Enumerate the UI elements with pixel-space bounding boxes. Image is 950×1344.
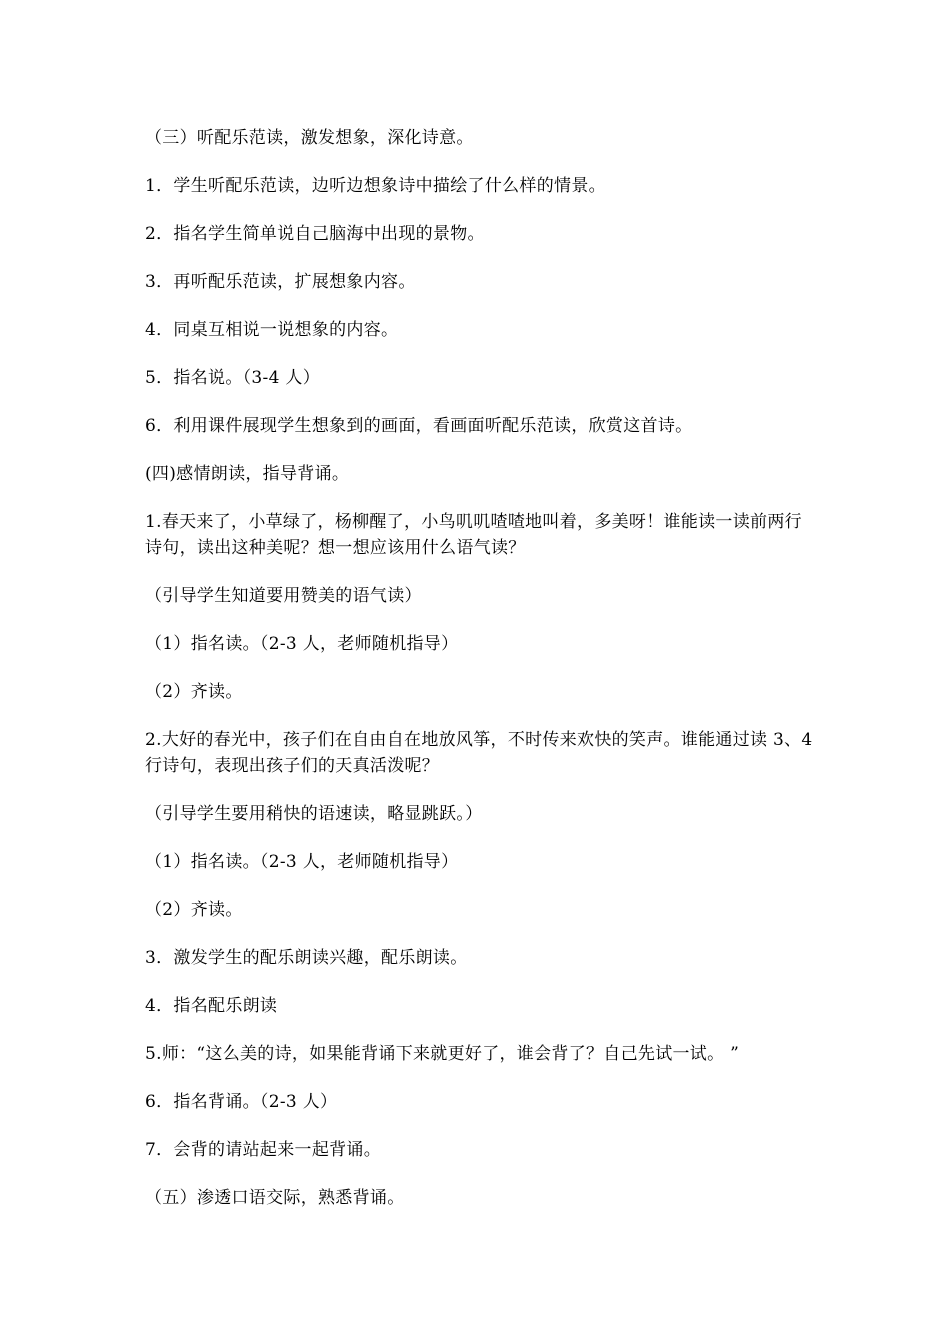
document-body: [145, 125, 815, 1211]
sub-item-read-1: （1）指名读。（2-3 人，老师随机指导）: [145, 634, 459, 654]
list-item-named-reading: 4．指名配乐朗读: [145, 996, 278, 1016]
paragraph-gap: [145, 295, 815, 317]
list-item-1: 1．学生听配乐范读，边听边想象诗中描绘了什么样的情景。: [145, 176, 606, 196]
paragraph-gap: [145, 657, 815, 679]
paragraph-gap: [145, 779, 815, 801]
sub-item-read-2: （1）指名读。（2-3 人，老师随机指导）: [145, 852, 459, 872]
heading-section-4: (四)感情朗读，指导背诵。: [145, 464, 350, 484]
paragraph-gap: [145, 1019, 815, 1041]
paragraph-gap: [145, 875, 815, 897]
paragraph-gap: [145, 487, 815, 509]
list-item-4: 4．同桌互相说一说想象的内容。: [145, 320, 399, 340]
sub-item-chorus-1: （2）齐读。: [145, 682, 243, 702]
paragraph-gap: [145, 1067, 815, 1089]
paragraph-gap: [145, 609, 815, 631]
paragraph-gap: [145, 391, 815, 413]
paragraph-gap: [145, 247, 815, 269]
heading-section-5: （五）渗透口语交际，熟悉背诵。: [145, 1188, 405, 1208]
list-item-2: 2．指名学生简单说自己脑海中出现的景物。: [145, 224, 485, 244]
paragraph-gap: [145, 1163, 815, 1185]
list-item-6: 6．利用课件展现学生想象到的画面，看画面听配乐范读，欣赏这首诗。: [145, 416, 693, 436]
heading-section-3: （三）听配乐范读，激发想象，深化诗意。: [145, 128, 474, 148]
paragraph-gap: [145, 343, 815, 365]
paragraph-gap: [145, 561, 815, 583]
list-item-music-reading: 3．激发学生的配乐朗读兴趣，配乐朗读。: [145, 948, 468, 968]
list-item-teacher-quote: 5.师：“这么美的诗，如果能背诵下来就更好了，谁会背了？自己先试一试。 ”: [145, 1044, 740, 1064]
list-item-spring-2: 2.大好的春光中，孩子们在自由自在地放风筝，不时传来欢快的笑声。谁能通过读 3、4 行诗句，表现出孩子们的天真活泼呢？: [145, 730, 813, 776]
paragraph-gap: [145, 827, 815, 849]
list-item-5: 5．指名说。（3-4 人）: [145, 368, 320, 388]
paragraph-gap: [145, 1115, 815, 1137]
list-item-spring-1: 1.春天来了，小草绿了，杨柳醒了，小鸟叽叽喳喳地叫着，多美呀！谁能读一读前两行诗句，读出这种美呢？想一想应该用什么语气读？: [145, 512, 802, 558]
list-item-group-recite: 7．会背的请站起来一起背诵。: [145, 1140, 382, 1160]
paragraph-gap: [145, 151, 815, 173]
paragraph-gap: [145, 971, 815, 993]
paragraph-gap: [145, 439, 815, 461]
paragraph-gap: [145, 705, 815, 727]
guidance-note-2: （引导学生要用稍快的语速读，略显跳跃。）: [145, 804, 483, 824]
paragraph-gap: [145, 923, 815, 945]
guidance-note-1: （引导学生知道要用赞美的语气读）: [145, 586, 422, 606]
sub-item-chorus-2: （2）齐读。: [145, 900, 243, 920]
paragraph-gap: [145, 199, 815, 221]
list-item-3: 3．再听配乐范读，扩展想象内容。: [145, 272, 416, 292]
list-item-named-recite: 6．指名背诵。（2-3 人）: [145, 1092, 338, 1112]
